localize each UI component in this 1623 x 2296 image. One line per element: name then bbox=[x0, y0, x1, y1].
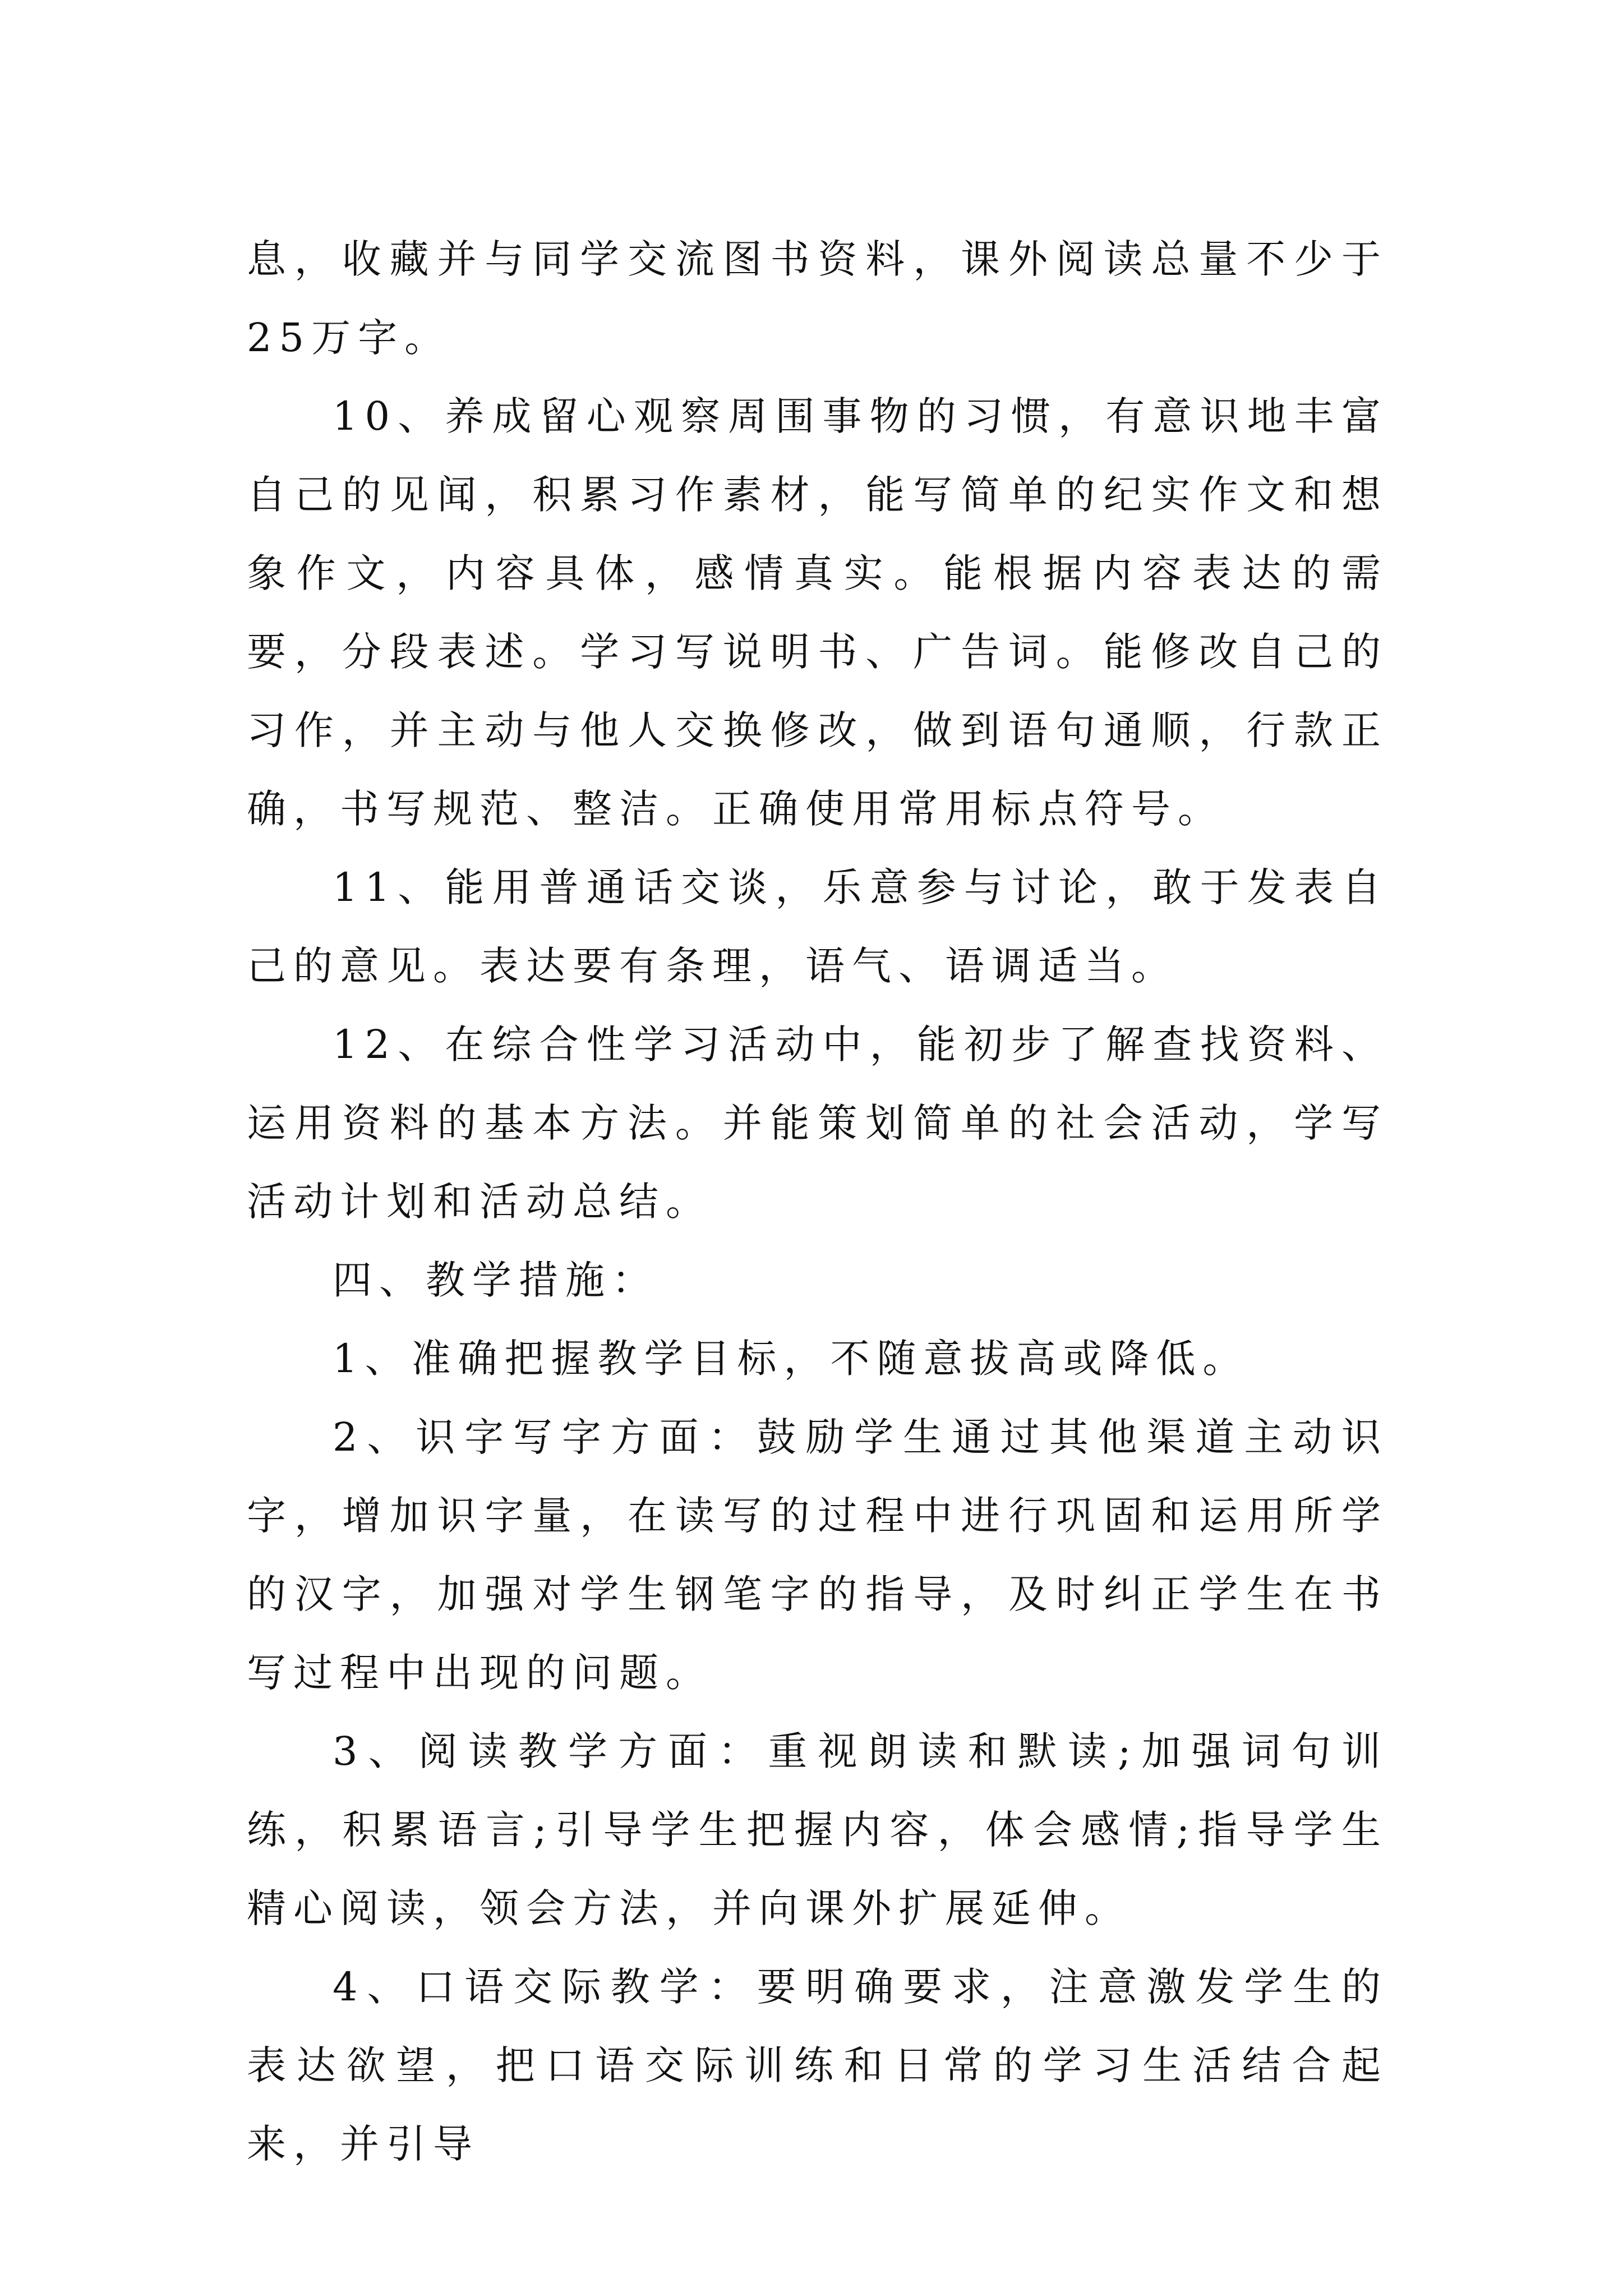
document-body bbox=[247, 220, 1388, 2183]
paragraph-measure-2: 2、识字写字方面：鼓励学生通过其他渠道主动识字，增加识字量，在读写的过程中进行巩固和运用所学的汉字，加强对学生钢笔字的指导，及时纠正学生在书写过程中出现的问题。 bbox=[247, 1414, 1388, 1696]
paragraph-item-11: 11、能用普通话交谈，乐意参与讨论，敢于发表自己的意见。表达要有条理，语气、语调适当。 bbox=[247, 864, 1388, 989]
paragraph-item-10: 10、养成留心观察周围事物的习惯，有意识地丰富自己的见闻，积累习作素材，能写简单的纪实作文和想象作文，内容具体，感情真实。能根据内容表达的需要，分段表述。学习写说明书、广告词。能修改自己的习作，并主动与他人交换修改，做到语句通顺，行款正确，书写规范、整洁。正确使用常用标点符号。 bbox=[247, 393, 1388, 832]
paragraph-measure-1: 1、准确把握教学目标，不随意拔高或降低。 bbox=[333, 1336, 1249, 1382]
paragraph-item-12: 12、在综合性学习活动中，能初步了解查找资料、运用资料的基本方法。并能策划简单的社会活动，学写活动计划和活动总结。 bbox=[247, 1022, 1388, 1225]
paragraph-continuation: 息，收藏并与同学交流图书资料，课外阅读总量不少于25万字。 bbox=[247, 236, 1388, 361]
section-heading-teaching-measures: 四、教学措施： bbox=[333, 1257, 658, 1303]
paragraph-measure-3: 3、阅读教学方面：重视朗读和默读;加强词句训练，积累语言;引导学生把握内容，体会感情;指导学生精心阅读，领会方法，并向课外扩展延伸。 bbox=[247, 1728, 1388, 1931]
paragraph-measure-4: 4、口语交际教学：要明确要求，注意激发学生的表达欲望，把口语交际训练和日常的学习生活结合起来，并引导 bbox=[247, 1964, 1388, 2167]
